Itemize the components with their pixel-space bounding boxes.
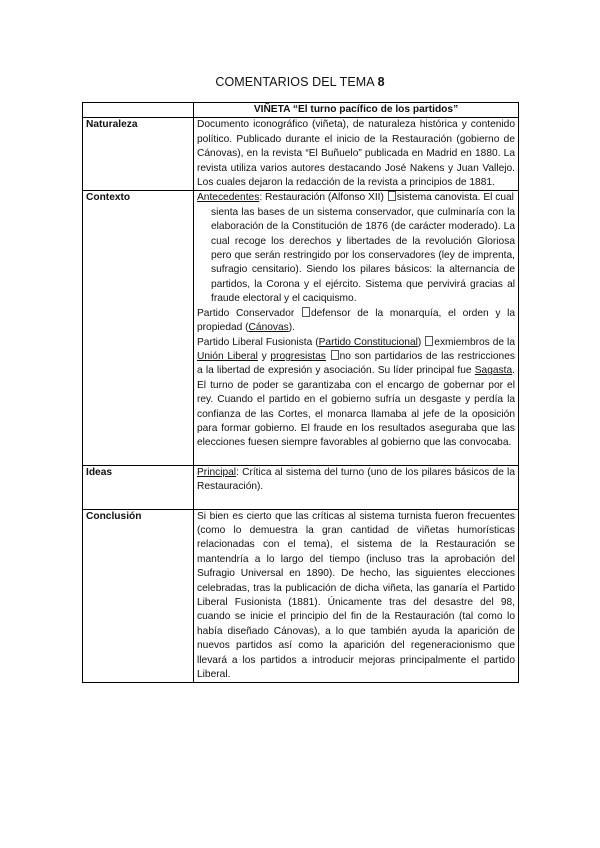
text-contexto [194,191,519,465]
arrow-glyph-icon [425,336,433,346]
spacer [197,495,515,509]
header-empty-cell [83,103,194,118]
partido-liberal-paragraph: Partido Liberal Fusionista (Partido Constitucional) exmiembros de la Unión Liberal y progresistas no son partidarios de las restricciones a la libertad de expresión y asociación. Su líder principal fue Sagasta. El turno de poder se garantizaba con el encargo de gobernar por el rey. Cuando el partido en el gobierno sufría un desgaste y perdía la confianza de las Cortes, el monarca llamaba al jefe de la oposición para formar gobierno. El fraude en los resultados aseguraba que las elecciones fuesen siempre favorables al gobierno que las convocaba. [197,336,515,449]
label-contexto: Contexto [83,191,194,465]
title-number: 8 [377,75,385,89]
row-naturaleza [83,118,519,191]
label-ideas: Ideas [83,465,194,509]
antecedentes-paragraph: Antecedentes: Restauración (Alfonso XII) sistema canovista. El cual [197,192,514,204]
arrow-glyph-icon [331,350,339,360]
antecedentes-indent: sienta las bases de un sistema conservador, que culminaría con la elaboración de la Constitución de 1876 (de carácter moderado). La cual recoge los derechos y libertades de la revolución Gloriosa pero que serán restringido por los conservadores (ley de imprenta, sufragio censitario). Siendo los pilares básicos: la alternancia de partidos, la Corona y el ejército. Sistema que pervivirá gracias al fraude electoral y el caciquismo. [211,206,515,305]
principal-label: Principal [197,466,237,478]
progresistas-link: progresistas [270,350,326,362]
spacer [197,451,515,465]
row-ideas [83,465,519,509]
arrow-glyph-icon [388,191,396,201]
page-title: COMENTARIOS DEL TEMA 8 [215,75,385,89]
row-contexto [83,191,519,465]
text-naturaleza: Documento iconográfico (viñeta), de naturaleza histórica y contenido político. Publicado durante el inicio de la Restauración (gobierno de Cánovas), en la revista “El Buñuelo” publicada en Madrid en 1880. La revista utiliza varios autores destacando José Nakens y Juan Vallejo. Los cuales dejaron la redacción de la revista a principios de 1881. [194,118,519,191]
row-conclusion [83,509,519,683]
label-naturaleza: Naturaleza [83,118,194,191]
table-header: VIÑETA “El turno pacífico de los partidos” [194,103,519,118]
label-conclusion: Conclusión [83,509,194,683]
text-ideas: Principal: Crítica al sistema del turno (uno de los pilares básicos de la Restauración). [194,465,519,509]
table-header-row [83,103,519,118]
text-conclusion: Si bien es cierto que las críticas al sistema turnista fueron frecuentes (como lo demuestra la gran cantidad de viñetas humorísticas relacionadas con el tema), el sistema de la Restauración se mantendría a lo largo del tiempo (incluso tras la aprobación del Sufragio Universal en 1890). De hecho, las siguientes elecciones celebradas, tras la publicación de dicha viñeta, las ganaría el Partido Liberal Fusionista (1881). Únicamente tras del desastre del 98, cuando se inicie el principio del fin de la Restauración (tal como lo había diseñado Cánovas), a lo que también ayuda la aparición de nuevos partidos así como la aparición del regeneracionismo que llevará a los partidos a introducir mejoras principalmente el partido Liberal. [194,509,519,683]
arrow-glyph-icon [302,307,310,317]
canovas-link: Cánovas [248,322,289,334]
partido-constitucional-link: Partido Constitucional [318,336,418,348]
sagasta-link: Sagasta [474,365,513,377]
union-liberal-link: Unión Liberal [197,350,258,362]
partido-conservador-paragraph: Partido Conservador defensor de la monarquía, el orden y la propiedad (Cánovas). [197,307,516,334]
antecedentes-label: Antecedentes [197,192,260,204]
commentary-table [82,102,519,683]
